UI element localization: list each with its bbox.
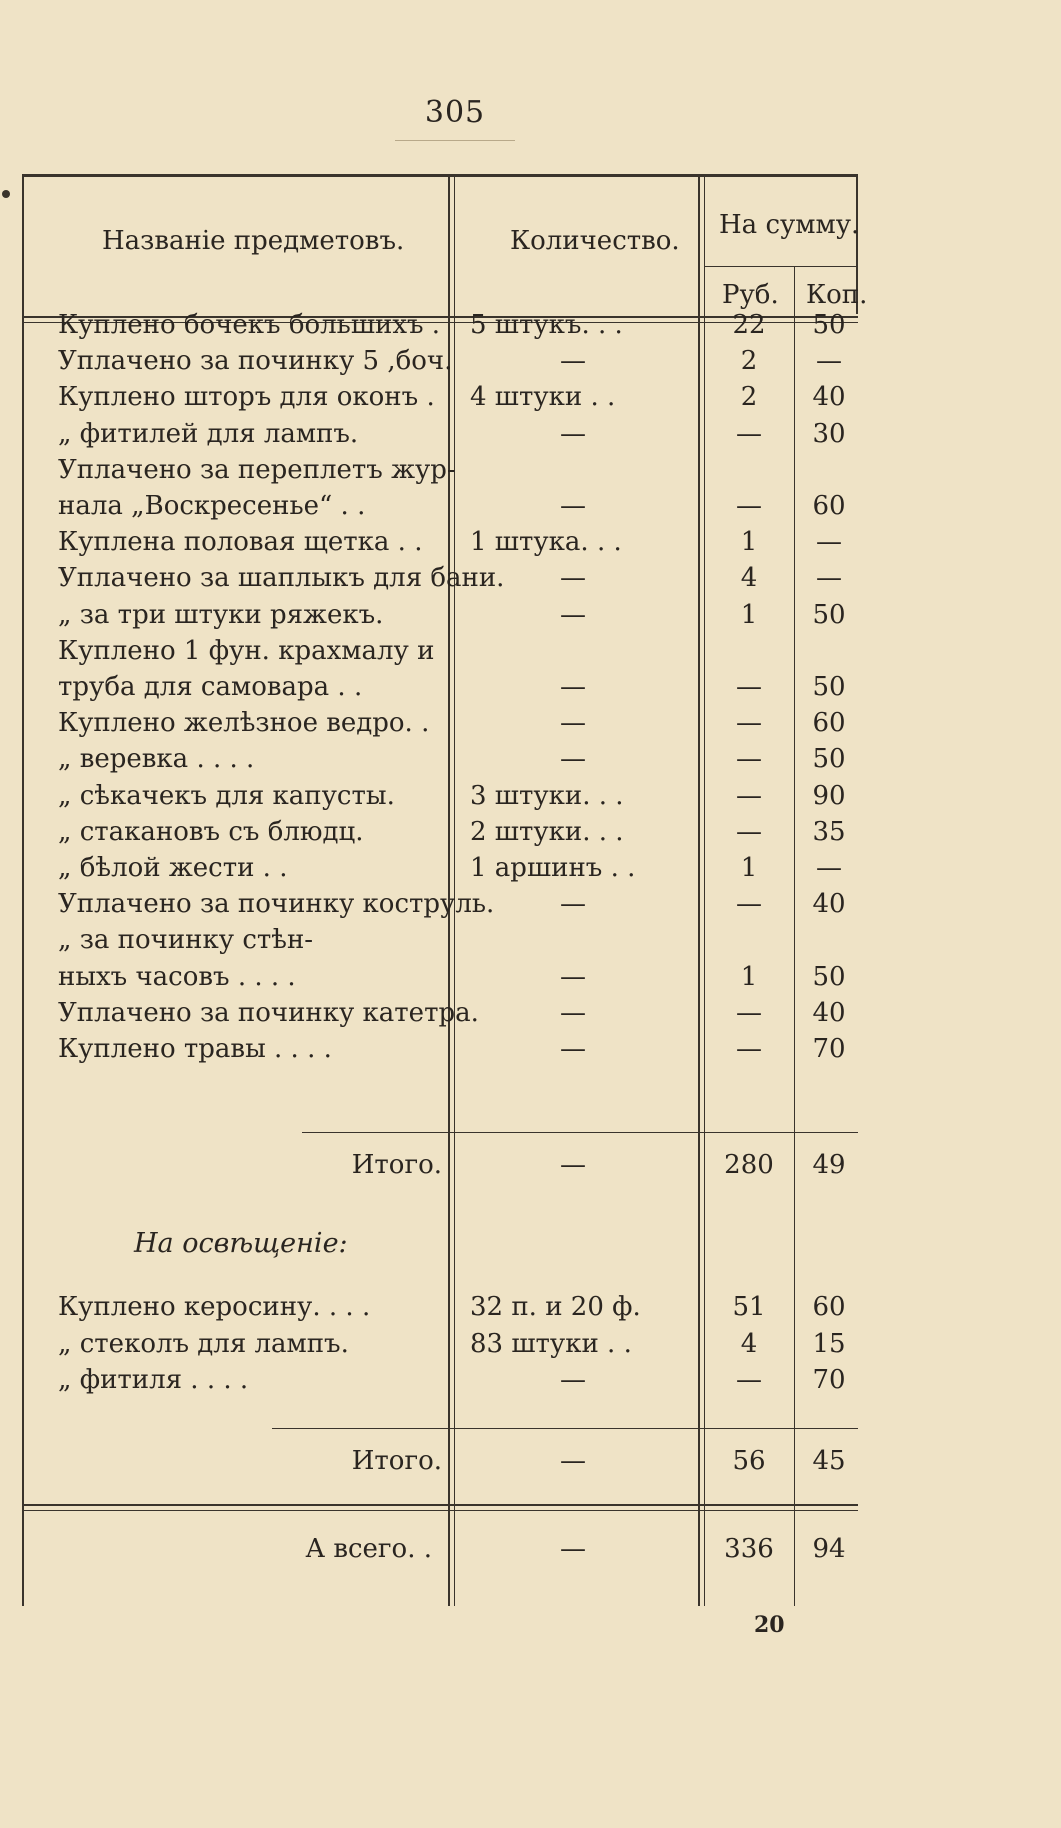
item-kopecks: 50 xyxy=(812,744,846,775)
item-rubles: — xyxy=(736,418,762,449)
item-kopecks: 15 xyxy=(812,1328,846,1359)
grand-total-rule xyxy=(22,1504,858,1506)
table-row xyxy=(22,781,858,817)
item-name: труба для самовара . . xyxy=(58,672,363,702)
lighting-heading: На освѣщеніе: xyxy=(134,1228,348,1259)
lighting-subtotal-qty: — xyxy=(560,1446,586,1476)
table-row xyxy=(22,491,858,527)
table-row xyxy=(22,600,858,636)
item-quantity: 1 аршинъ . . xyxy=(470,853,636,883)
item-rubles: 1 xyxy=(740,599,758,630)
lighting-subtotal-rule xyxy=(272,1428,858,1429)
item-name: Уплачено за починку 5 ,боч. xyxy=(58,346,453,377)
grand-total-rule-2 xyxy=(22,1510,858,1511)
lighting-subtotal-row xyxy=(22,1446,858,1482)
page-number: 305 xyxy=(424,95,486,130)
item-kopecks: 70 xyxy=(812,1365,846,1395)
item-name: „ фитиля . . . . xyxy=(58,1365,249,1395)
item-quantity: 3 штуки. . . xyxy=(470,780,624,811)
item-kopecks: 90 xyxy=(812,780,846,811)
lighting-subtotal-kop: 45 xyxy=(812,1446,846,1476)
sum-subheader-rule xyxy=(704,266,858,267)
item-quantity: — xyxy=(560,672,586,702)
table-row xyxy=(22,1292,858,1328)
item-name: Уплачено за шаплыкъ для бани. xyxy=(58,563,505,594)
item-quantity: 5 штукъ. . . xyxy=(470,310,623,340)
table-row xyxy=(22,1034,858,1070)
item-kopecks: 50 xyxy=(812,310,846,340)
header-kop: Коп. xyxy=(806,280,868,310)
header-name: Названіе предметовъ. xyxy=(102,226,405,256)
item-kopecks: 50 xyxy=(812,599,846,630)
header-quantity: Количество. xyxy=(510,226,680,256)
item-rubles: — xyxy=(736,816,762,847)
item-rubles: 22 xyxy=(732,310,766,340)
item-rubles: 1 xyxy=(740,853,758,883)
item-rubles: 1 xyxy=(740,527,758,558)
item-quantity: — xyxy=(560,744,586,775)
item-name: нала „Воскресенье“ . . xyxy=(58,491,366,521)
item-name: Куплено травы . . . . xyxy=(58,1034,332,1064)
item-name: Куплено шторъ для оконъ . xyxy=(58,382,435,413)
item-kopecks: 50 xyxy=(812,961,846,992)
item-name: „ бѣлой жести . . xyxy=(58,853,288,883)
table-row xyxy=(22,563,858,599)
subtotal-label: Итого. xyxy=(351,1150,442,1180)
table-row xyxy=(22,310,858,346)
item-rubles: — xyxy=(736,889,762,920)
lighting-subtotal-label: Итого. xyxy=(351,1446,442,1476)
item-name: ныхъ часовъ . . . . xyxy=(58,961,296,992)
item-name: Уплачено за починку коструль. xyxy=(58,889,495,920)
item-rubles: 2 xyxy=(740,382,758,413)
item-name: Куплено желѣзное ведро. . xyxy=(58,708,430,739)
item-quantity: — xyxy=(560,346,586,377)
table-row xyxy=(22,925,858,961)
table-row xyxy=(22,672,858,708)
item-name: Уплачено за починку катетра. xyxy=(58,997,479,1028)
item-rubles: — xyxy=(736,997,762,1028)
item-kopecks: — xyxy=(816,346,842,377)
item-name: „ стеколъ для лампъ. xyxy=(58,1328,349,1359)
item-kopecks: 40 xyxy=(812,382,846,413)
table-row xyxy=(22,346,858,382)
item-name: „ веревка . . . . xyxy=(58,744,255,775)
item-quantity: — xyxy=(560,563,586,594)
item-kopecks: 40 xyxy=(812,997,846,1028)
item-rubles: 4 xyxy=(740,1328,758,1359)
item-quantity: — xyxy=(560,491,586,521)
margin-mark xyxy=(2,190,10,198)
item-quantity: — xyxy=(560,889,586,920)
subtotal-row xyxy=(22,1150,858,1186)
table-top-border xyxy=(22,174,858,177)
item-quantity: — xyxy=(560,418,586,449)
table-row xyxy=(22,419,858,455)
item-kopecks: 50 xyxy=(812,672,846,702)
table-row xyxy=(22,744,858,780)
table-row xyxy=(22,1365,858,1401)
item-kopecks: 60 xyxy=(812,491,846,521)
item-rubles: — xyxy=(736,672,762,702)
grand-total-row xyxy=(22,1534,858,1570)
signature-number: 20 xyxy=(754,1612,785,1638)
item-quantity: 83 штуки . . xyxy=(470,1328,632,1359)
grand-total-label: А всего. . xyxy=(305,1534,432,1564)
item-quantity: — xyxy=(560,1365,586,1395)
grand-total-qty: — xyxy=(560,1534,586,1564)
item-name: Куплено 1 фун. крахмалу и xyxy=(58,635,435,666)
table-row xyxy=(22,455,858,491)
item-kopecks: — xyxy=(816,853,842,883)
item-rubles: 1 xyxy=(740,961,758,992)
item-kopecks: 30 xyxy=(812,418,846,449)
page-number-rule xyxy=(395,140,515,141)
item-name: „ фитилей для лампъ. xyxy=(58,418,359,449)
item-quantity: — xyxy=(560,961,586,992)
item-name: „ за три штуки ряжекъ. xyxy=(58,599,384,630)
grand-total-rub: 336 xyxy=(724,1534,774,1564)
item-name: Куплено бочекъ большихъ . xyxy=(58,310,441,340)
item-rubles: 51 xyxy=(732,1292,766,1322)
item-kopecks: 60 xyxy=(812,1292,846,1322)
subtotal-rub: 280 xyxy=(724,1150,774,1180)
item-kopecks: 35 xyxy=(812,816,846,847)
item-name: „ за починку стѣн- xyxy=(58,925,314,956)
item-name: „ стакановъ съ блюдц. xyxy=(58,816,364,847)
table-row xyxy=(22,962,858,998)
item-quantity: 4 штуки . . xyxy=(470,382,616,413)
item-rubles: — xyxy=(736,744,762,775)
item-name: Уплачено за переплетъ жур- xyxy=(58,454,456,485)
item-rubles: — xyxy=(736,708,762,739)
item-quantity: 2 штуки. . . xyxy=(470,816,624,847)
item-name: Куплена половая щетка . . xyxy=(58,527,423,558)
lighting-subtotal-rub: 56 xyxy=(732,1446,766,1476)
table-row xyxy=(22,636,858,672)
item-rubles: — xyxy=(736,491,762,521)
table-row xyxy=(22,708,858,744)
item-rubles: — xyxy=(736,780,762,811)
item-kopecks: — xyxy=(816,527,842,558)
table-row xyxy=(22,817,858,853)
item-rubles: 4 xyxy=(740,563,758,594)
header-rub: Руб. xyxy=(722,280,779,310)
item-quantity: 32 п. и 20 ф. xyxy=(470,1292,641,1322)
item-kopecks: — xyxy=(816,563,842,594)
item-quantity: 1 штука. . . xyxy=(470,527,622,558)
table-row xyxy=(22,1329,858,1365)
item-rubles: 2 xyxy=(740,346,758,377)
subtotal-rule xyxy=(302,1132,858,1133)
item-quantity: — xyxy=(560,1034,586,1064)
item-kopecks: 40 xyxy=(812,889,846,920)
table-row xyxy=(22,889,858,925)
item-kopecks: 70 xyxy=(812,1034,846,1064)
item-name: „ сѣкачекъ для капусты. xyxy=(58,780,395,811)
grand-total-kop: 94 xyxy=(812,1534,846,1564)
subtotal-qty: — xyxy=(560,1150,586,1180)
header-sum: На сумму. xyxy=(719,210,860,240)
item-kopecks: 60 xyxy=(812,708,846,739)
item-rubles: — xyxy=(736,1365,762,1395)
item-quantity: — xyxy=(560,599,586,630)
item-quantity: — xyxy=(560,997,586,1028)
item-quantity: — xyxy=(560,708,586,739)
expense-table xyxy=(22,174,868,1606)
item-name: Куплено керосину. . . . xyxy=(58,1292,371,1322)
table-row xyxy=(22,853,858,889)
subtotal-kop: 49 xyxy=(812,1150,846,1180)
table-row xyxy=(22,527,858,563)
table-row xyxy=(22,998,858,1034)
item-rubles: — xyxy=(736,1034,762,1064)
table-row xyxy=(22,382,858,418)
